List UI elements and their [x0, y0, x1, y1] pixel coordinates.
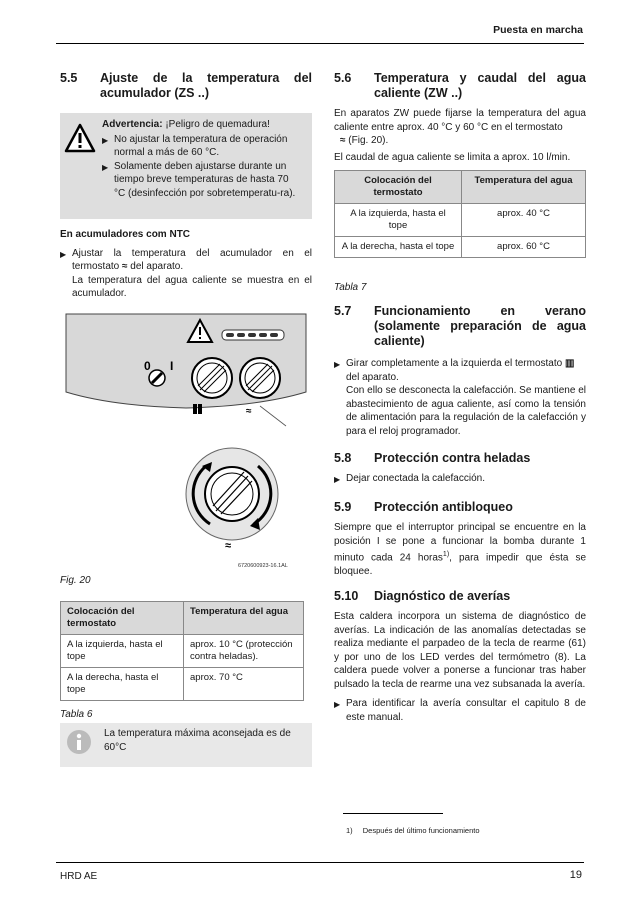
warning-item: [102, 133, 302, 160]
section-number: 5.8: [334, 451, 352, 465]
table-cell: A la derecha, hasta el tope: [335, 237, 462, 258]
page-number: 19: [569, 869, 582, 881]
paragraph-text: , para impedir que ésta se bloquee.: [334, 552, 587, 577]
warning-item-text: No ajustar la temperatura de operación normal a más de 60 °C.: [114, 133, 288, 158]
section-number: 5.5: [60, 71, 78, 85]
table-cell: A la derecha, hasta el tope: [61, 668, 184, 701]
ntc-item-text-a: Ajustar la temperatura del acumulador en el termostato: [72, 247, 312, 272]
table-caption: Tabla 7: [334, 282, 367, 293]
table-cell: aprox. 10 °C (protección contra heladas).: [184, 635, 304, 668]
section-5-7-heading: [334, 304, 586, 349]
table-row: [61, 635, 304, 668]
footnote-mark: 1): [346, 826, 353, 835]
list-item-text: Para identificar la avería consultar el capitulo 8 de este manual.: [346, 698, 586, 723]
info-box: [60, 723, 312, 767]
list-item: [334, 472, 586, 487]
warning-item: [102, 160, 302, 201]
ntc-heading: En acumuladores com NTC: [60, 229, 191, 240]
table-caption: Tabla 6: [60, 709, 93, 720]
section-title: Diagnóstico de averías: [374, 589, 511, 603]
boiler-control-panel-figure: [60, 306, 312, 574]
info-text: La temperatura máxima aconsejada es de 60°C: [104, 728, 291, 753]
ntc-item: [60, 247, 312, 301]
bullet-icon: ▶: [334, 475, 341, 484]
svg-text:I: I: [170, 359, 174, 373]
section-title: Temperatura y caudal del agua caliente (ZW ..): [374, 71, 586, 100]
table-cell: aprox. 70 °C: [184, 668, 304, 701]
section-title: Protección contra heladas: [374, 451, 531, 465]
bullet-icon: ▶: [60, 249, 67, 259]
list-item: [334, 357, 586, 438]
bullet-icon: ▶: [334, 360, 341, 369]
section-number: 5.10: [334, 589, 359, 603]
section-5-10-heading: [334, 589, 586, 604]
warning-title: [102, 118, 302, 132]
warning-box: [60, 113, 312, 219]
svg-text:≈: ≈: [225, 540, 232, 552]
section-title: Protección antibloqueo: [374, 500, 513, 514]
paragraph: Esta caldera incorpora un sistema de diagnóstico de averías. La indicación de las anomalías detectadas se realiza mediante el parpadeo de la tecla de rearme (61) y por uno de los LED verdes del termómetro (8). La caldera puede volver a ponerse a funcionar tras haber pulsado la tecla de rearme una vez subsanada la avería.: [334, 611, 586, 690]
table-row: [61, 668, 304, 701]
section-title: Ajuste de la temperatura del acumulador (ZS ..): [100, 71, 312, 100]
paragraph: [334, 107, 586, 148]
bullet-icon: ▶: [334, 700, 341, 709]
svg-text:≈: ≈: [246, 406, 252, 417]
paragraph-text: Siempre que el interruptor principal se encuentre en la posición I se pone a funcionar la bomba durante 1 minuto cada 24 horas: [334, 522, 586, 564]
ntc-item-text-b: del aparato.: [127, 261, 184, 272]
table-row: [335, 237, 586, 258]
bullet-icon: ▶: [102, 135, 109, 145]
dhw-wave-icon: ≈: [340, 135, 346, 146]
table-header: Temperatura del agua: [184, 602, 304, 635]
list-item: [334, 697, 586, 724]
list-item-text: Con ello se desconecta la calefacción. Se mantiene el abastecimiento de agua caliente, así como la tensión de alimentación para la regulación de la calefacción y para el reloj programador.: [346, 385, 586, 437]
table-cell: aprox. 40 °C: [462, 204, 586, 237]
section-5-6-heading: [334, 71, 586, 101]
paragraph-text: (Fig. 20).: [345, 135, 389, 146]
info-icon: [66, 729, 92, 755]
bullet-icon: ▶: [102, 162, 109, 172]
table-6: [60, 601, 304, 701]
paragraph-text: En aparatos ZW puede fijarse la temperatura del agua caliente entre aprox. 40 °C y 60 °C en el termostato: [334, 108, 586, 133]
paragraph: El caudal de agua caliente se limita a aprox. 10 l/min.: [334, 151, 571, 163]
table-header: Colocación del termostato: [335, 171, 462, 204]
footnote-rule: [343, 813, 443, 814]
section-5-8-heading: [334, 451, 586, 466]
section-5-9-heading: [334, 500, 586, 515]
table-header: Temperatura del agua: [462, 171, 586, 204]
warning-triangle-icon: [64, 123, 96, 153]
table-header: Colocación del termostato: [61, 602, 184, 635]
section-title: Funcionamiento en verano (solamente preparación de agua caliente): [374, 304, 586, 348]
warning-item-text: Solamente deben ajustarse durante un tiempo breve temperaturas de hasta 70 °C (desinfección por sobretemperatu-ra).: [114, 160, 296, 199]
header-rule: [56, 43, 584, 44]
list-item-text: del aparato.: [346, 371, 399, 383]
figure-caption: Fig. 20: [60, 575, 91, 586]
table-cell: A la izquierda, hasta el tope: [335, 204, 462, 237]
table-cell: aprox. 60 °C: [462, 237, 586, 258]
list-item-text: Girar completamente a la izquierda el termostato: [346, 358, 563, 369]
footnote: [346, 826, 480, 835]
section-number: 5.9: [334, 500, 352, 514]
table-cell: A la izquierda, hasta el tope: [61, 635, 184, 668]
section-number: 5.7: [334, 304, 352, 318]
figure-code: 6720600923-16.1AL: [238, 563, 288, 569]
paragraph: [334, 521, 586, 578]
footer-model: HRD AE: [60, 871, 98, 882]
list-item-text: Dejar conectada la calefacción.: [346, 473, 485, 484]
table-row: [335, 204, 586, 237]
section-number: 5.6: [334, 71, 352, 85]
running-header: Puesta en marcha: [493, 24, 583, 36]
dhw-wave-icon: ≈: [122, 261, 128, 272]
footnote-text: Después del último funcionamiento: [362, 826, 480, 835]
radiator-icon: ▥: [565, 358, 575, 369]
table-7: [334, 170, 586, 258]
warning-text: ¡Peligro de quemadura!: [162, 119, 270, 130]
ntc-item-text-c: La temperatura del agua caliente se muestra en el acumulador.: [72, 274, 312, 299]
section-5-5-heading: [60, 71, 312, 101]
footer-rule: [56, 862, 584, 863]
footnote-ref: 1): [442, 551, 450, 558]
svg-text:0: 0: [144, 359, 151, 373]
warning-label: Advertencia:: [102, 119, 163, 130]
